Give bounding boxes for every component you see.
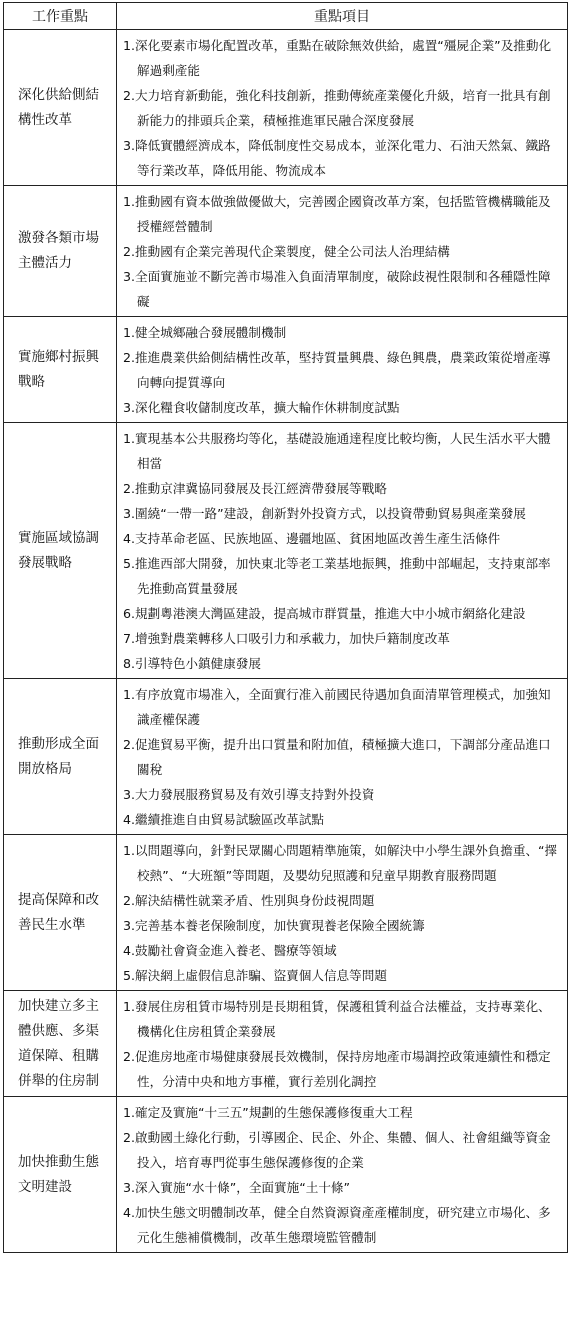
- list-item: [123, 888, 561, 913]
- key-items-cell: [117, 186, 568, 317]
- item-number: 7.: [123, 631, 136, 646]
- item-number: 1.: [123, 1105, 136, 1120]
- item-text: 解決結構性就業矛盾、性別與身份歧視問題: [135, 893, 375, 908]
- key-items-cell: [117, 423, 568, 679]
- item-number: 4.: [123, 812, 136, 827]
- item-number: 3.: [123, 506, 136, 521]
- list-item: [123, 239, 561, 264]
- item-text: 鼓勵社會資金進入養老、醫療等領域: [135, 943, 337, 958]
- list-item: [123, 189, 561, 239]
- list-item: [123, 913, 561, 938]
- item-text: 支持革命老區、民族地區、邊疆地區、貧困地區改善生產生活條件: [135, 531, 501, 546]
- list-item: [123, 345, 561, 395]
- work-focus-cell: 提高保障和改善民生水準: [4, 835, 117, 991]
- work-focus-cell: 加快建立多主體供應、多渠道保障、租購併舉的住房制: [4, 991, 117, 1097]
- list-item: [123, 626, 561, 651]
- work-focus-cell: 加快推動生態文明建設: [4, 1097, 117, 1253]
- item-number: 4.: [123, 531, 136, 546]
- list-item: [123, 994, 561, 1044]
- list-item: [123, 426, 561, 476]
- list-item: [123, 1100, 561, 1125]
- item-text: 引導特色小鎮健康發展: [135, 656, 261, 671]
- item-number: 2.: [123, 1130, 136, 1145]
- table-row: [4, 835, 568, 991]
- item-number: 1.: [123, 687, 136, 702]
- item-text: 推進農業供給側結構性改革，堅持質量興農、綠色興農，農業政策從增產導向轉向提質導向: [135, 350, 551, 390]
- table-row: [4, 423, 568, 679]
- item-text: 深化要素市場化配置改革，重點在破除無效供給，處置“殭屍企業”及推動化解過剩產能: [135, 38, 552, 78]
- item-text: 深入實施“水十條”，全面實施“土十條”: [135, 1180, 351, 1195]
- table-row: [4, 186, 568, 317]
- item-text: 全面實施並不斷完善市場准入負面清單制度，破除歧視性限制和各種隱性障礙: [135, 269, 551, 309]
- table-row: [4, 679, 568, 835]
- item-number: 1.: [123, 325, 136, 340]
- list-item: [123, 1200, 561, 1250]
- table-row: [4, 991, 568, 1097]
- list-item: [123, 682, 561, 732]
- item-number: 1.: [123, 843, 136, 858]
- list-item: [123, 782, 561, 807]
- list-item: [123, 83, 561, 133]
- item-text: 繼續推進自由貿易試驗區改革試點: [135, 812, 324, 827]
- list-item: [123, 395, 561, 420]
- item-text: 發展住房租賃市場特別是長期租賃，保護租賃利益合法權益，支持專業化、機構化住房租賃企業發展: [135, 999, 551, 1039]
- item-text: 推動國有企業完善現代企業製度，健全公司法人治理結構: [135, 244, 450, 259]
- item-text: 健全城鄉融合發展體制機制: [135, 325, 287, 340]
- item-number: 1.: [123, 999, 136, 1014]
- list-item: [123, 33, 561, 83]
- item-number: 8.: [123, 656, 136, 671]
- list-item: [123, 838, 561, 888]
- item-number: 3.: [123, 138, 136, 153]
- item-text: 圍繞“一帶一路”建設，創新對外投資方式，以投資帶動貿易與產業發展: [135, 506, 526, 521]
- item-number: 3.: [123, 400, 136, 415]
- item-text: 實現基本公共服務均等化，基礎設施通達程度比較均衡，人民生活水平大體相當: [135, 431, 551, 471]
- key-items-cell: [117, 835, 568, 991]
- header-key-items: 重點項目: [117, 3, 568, 30]
- item-number: 1.: [123, 194, 136, 209]
- table-row: [4, 1097, 568, 1253]
- work-focus-cell: 實施區域協調發展戰略: [4, 423, 117, 679]
- list-item: [123, 963, 561, 988]
- item-number: 2.: [123, 737, 136, 752]
- list-item: [123, 526, 561, 551]
- item-number: 2.: [123, 893, 136, 908]
- item-text: 推動京津冀協同發展及長江經濟帶發展等戰略: [135, 481, 387, 496]
- list-item: [123, 732, 561, 782]
- work-priorities-table: [3, 2, 568, 1253]
- item-text: 確定及實施“十三五”規劃的生態保護修復重大工程: [135, 1105, 413, 1120]
- item-number: 2.: [123, 481, 136, 496]
- item-number: 5.: [123, 968, 136, 983]
- item-number: 4.: [123, 943, 136, 958]
- item-text: 完善基本養老保險制度，加快實現養老保險全國統籌: [135, 918, 425, 933]
- header-row: [4, 3, 568, 30]
- table-row: [4, 317, 568, 423]
- item-text: 加快生態文明體制改革，健全自然資源資產產權制度，研究建立市場化、多元化生態補償機制，改革生態環境監管體制: [135, 1205, 551, 1245]
- item-text: 規劃粵港澳大灣區建設，提高城市群質量，推進大中小城市網絡化建設: [135, 606, 526, 621]
- list-item: [123, 807, 561, 832]
- list-item: [123, 601, 561, 626]
- item-number: 2.: [123, 244, 136, 259]
- list-item: [123, 501, 561, 526]
- item-number: 2.: [123, 1049, 136, 1064]
- key-items-cell: [117, 991, 568, 1097]
- item-number: 6.: [123, 606, 136, 621]
- item-text: 解決網上虛假信息詐騙、盜賣個人信息等問題: [135, 968, 387, 983]
- item-number: 2.: [123, 88, 136, 103]
- item-number: 3.: [123, 918, 136, 933]
- list-item: [123, 1125, 561, 1175]
- item-number: 1.: [123, 431, 136, 446]
- list-item: [123, 264, 561, 314]
- item-text: 增強對農業轉移人口吸引力和承載力，加快戶籍制度改革: [135, 631, 450, 646]
- item-text: 大力培育新動能，強化科技創新，推動傳統產業優化升級，培育一批具有創新能力的排頭兵企業，積極推進軍民融合深度發展: [135, 88, 551, 128]
- item-number: 1.: [123, 38, 136, 53]
- key-items-cell: [117, 679, 568, 835]
- work-focus-cell: 推動形成全面開放格局: [4, 679, 117, 835]
- item-text: 促進貿易平衡，提升出口質量和附加值，積極擴大進口，下調部分產品進口關稅: [135, 737, 551, 777]
- table-body: [4, 30, 568, 1253]
- item-text: 推進西部大開發，加快東北等老工業基地振興，推動中部崛起，支持東部率先推動高質量發展: [135, 556, 551, 596]
- item-text: 有序放寬市場准入，全面實行准入前國民待遇加負面清單管理模式，加強知識產權保護: [135, 687, 551, 727]
- item-text: 降低實體經濟成本，降低制度性交易成本，並深化電力、石油天然氣、鐵路等行業改革，降低用能、物流成本: [135, 138, 551, 178]
- list-item: [123, 320, 561, 345]
- work-focus-cell: 深化供給側結構性改革: [4, 30, 117, 186]
- item-text: 以問題導向，針對民眾關心問題精準施策，如解決中小學生課外負擔重、“擇校熱”、“大班額”等問題，及嬰幼兒照護和兒童早期教育服務問題: [135, 843, 558, 883]
- list-item: [123, 133, 561, 183]
- list-item: [123, 938, 561, 963]
- item-number: 3.: [123, 1180, 136, 1195]
- item-number: 3.: [123, 269, 136, 284]
- list-item: [123, 476, 561, 501]
- header-work-focus: 工作重點: [4, 3, 117, 30]
- list-item: [123, 651, 561, 676]
- item-text: 大力發展服務貿易及有效引導支持對外投資: [135, 787, 375, 802]
- list-item: [123, 1044, 561, 1094]
- item-number: 4.: [123, 1205, 136, 1220]
- item-text: 推動國有資本做強做優做大，完善國企國資改革方案，包括監管機構職能及授權經營體制: [135, 194, 551, 234]
- item-text: 促進房地產市場健康發展長效機制，保持房地產市場調控政策連續性和穩定性，分清中央和地方事權，實行差別化調控: [135, 1049, 551, 1089]
- item-number: 5.: [123, 556, 136, 571]
- key-items-cell: [117, 30, 568, 186]
- item-text: 啟動國土綠化行動，引導國企、民企、外企、集體、個人、社會組織等資金投入，培育專門從事生態保護修復的企業: [135, 1130, 551, 1170]
- item-number: 3.: [123, 787, 136, 802]
- work-focus-cell: 激發各類市場主體活力: [4, 186, 117, 317]
- key-items-cell: [117, 1097, 568, 1253]
- list-item: [123, 551, 561, 601]
- item-number: 2.: [123, 350, 136, 365]
- table-row: [4, 30, 568, 186]
- list-item: [123, 1175, 561, 1200]
- item-text: 深化糧食收儲制度改革，擴大輪作休耕制度試點: [135, 400, 400, 415]
- work-focus-cell: 實施鄉村振興戰略: [4, 317, 117, 423]
- key-items-cell: [117, 317, 568, 423]
